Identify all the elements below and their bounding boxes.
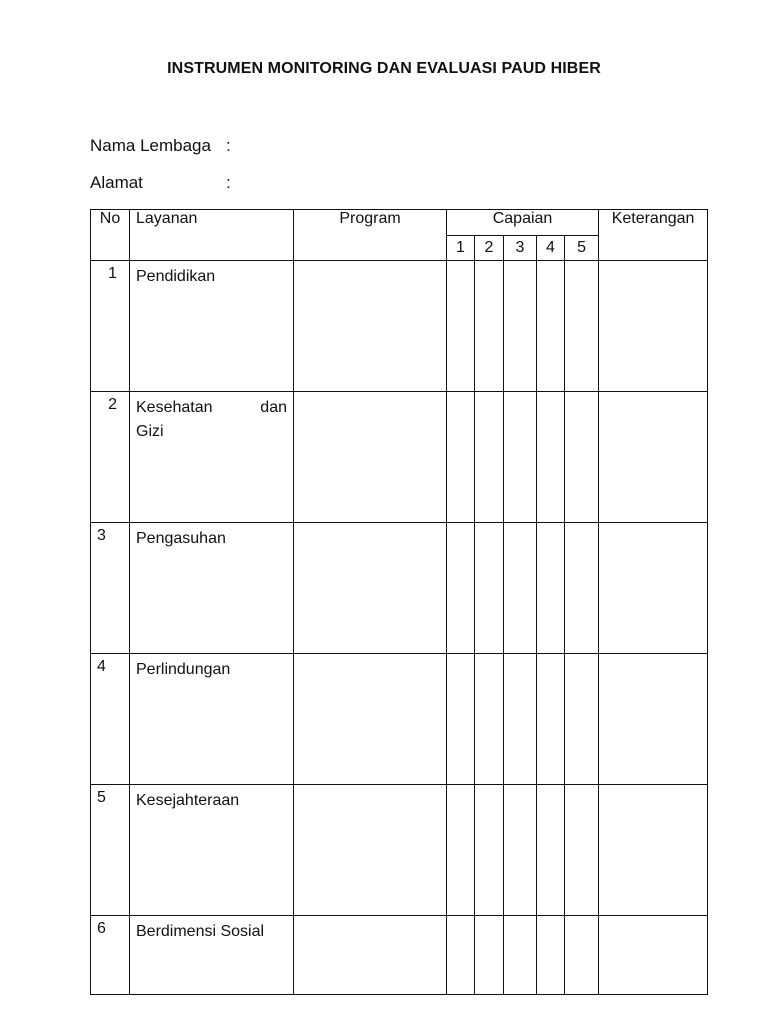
table-row	[91, 785, 708, 916]
capaian-cell-4[interactable]	[537, 392, 565, 523]
capaian-cell-1[interactable]	[447, 523, 475, 654]
capaian-level-5: 5	[565, 236, 599, 261]
row-layanan: Pendidikan	[130, 261, 294, 392]
capaian-cell-2[interactable]	[475, 392, 504, 523]
table-row	[91, 261, 708, 392]
table-row	[91, 392, 708, 523]
program-cell[interactable]	[294, 523, 447, 654]
capaian-level-2: 2	[475, 236, 504, 261]
header-capaian: Capaian	[447, 210, 599, 236]
capaian-cell-5[interactable]	[565, 261, 599, 392]
table-row	[91, 654, 708, 785]
row-layanan-word: Kesehatan	[136, 399, 213, 416]
capaian-level-1: 1	[447, 236, 475, 261]
capaian-level-4: 4	[537, 236, 565, 261]
program-cell[interactable]	[294, 785, 447, 916]
capaian-cell-2[interactable]	[475, 654, 504, 785]
capaian-cell-5[interactable]	[565, 785, 599, 916]
program-cell[interactable]	[294, 654, 447, 785]
keterangan-cell[interactable]	[599, 654, 708, 785]
field-label-alamat: Alamat	[90, 173, 143, 192]
row-layanan-word: dan	[260, 399, 287, 416]
field-label-nama-lembaga: Nama Lembaga	[90, 136, 211, 155]
program-cell[interactable]	[294, 916, 447, 995]
row-number: 4	[91, 654, 130, 785]
program-cell[interactable]	[294, 392, 447, 523]
keterangan-cell[interactable]	[599, 523, 708, 654]
capaian-cell-4[interactable]	[537, 654, 565, 785]
capaian-cell-2[interactable]	[475, 523, 504, 654]
capaian-cell-4[interactable]	[537, 523, 565, 654]
capaian-cell-1[interactable]	[447, 261, 475, 392]
field-colon: :	[226, 136, 231, 155]
capaian-cell-1[interactable]	[447, 785, 475, 916]
row-layanan: Kesejahteraan	[130, 785, 294, 916]
capaian-cell-5[interactable]	[565, 523, 599, 654]
row-layanan	[130, 392, 294, 523]
row-layanan: Pengasuhan	[130, 523, 294, 654]
header-program: Program	[294, 210, 447, 261]
row-number: 3	[91, 523, 130, 654]
header-no: No	[91, 210, 130, 261]
capaian-cell-3[interactable]	[504, 785, 537, 916]
capaian-level-3: 3	[504, 236, 537, 261]
capaian-cell-4[interactable]	[537, 916, 565, 995]
keterangan-cell[interactable]	[599, 785, 708, 916]
field-nama-lembaga	[90, 136, 231, 156]
capaian-cell-3[interactable]	[504, 523, 537, 654]
page-title: INSTRUMEN MONITORING DAN EVALUASI PAUD HIBER	[167, 60, 601, 77]
capaian-cell-2[interactable]	[475, 916, 504, 995]
row-layanan: Berdimensi Sosial	[130, 916, 294, 995]
capaian-cell-2[interactable]	[475, 785, 504, 916]
capaian-cell-3[interactable]	[504, 654, 537, 785]
row-number: 1	[91, 261, 130, 392]
capaian-cell-4[interactable]	[537, 785, 565, 916]
header-layanan: Layanan	[130, 210, 294, 261]
capaian-cell-2[interactable]	[475, 261, 504, 392]
field-colon: :	[226, 173, 231, 192]
capaian-cell-5[interactable]	[565, 392, 599, 523]
table-header-row	[91, 210, 708, 236]
capaian-cell-4[interactable]	[537, 261, 565, 392]
capaian-cell-3[interactable]	[504, 261, 537, 392]
capaian-cell-1[interactable]	[447, 392, 475, 523]
capaian-cell-5[interactable]	[565, 916, 599, 995]
capaian-cell-3[interactable]	[504, 392, 537, 523]
program-cell[interactable]	[294, 261, 447, 392]
table-row	[91, 916, 708, 995]
row-layanan: Perlindungan	[130, 654, 294, 785]
row-number: 5	[91, 785, 130, 916]
keterangan-cell[interactable]	[599, 916, 708, 995]
row-number: 6	[91, 916, 130, 995]
row-number: 2	[91, 392, 130, 523]
field-alamat	[90, 173, 231, 193]
table-row	[91, 523, 708, 654]
capaian-cell-1[interactable]	[447, 916, 475, 995]
monitoring-table	[90, 209, 708, 995]
capaian-cell-3[interactable]	[504, 916, 537, 995]
header-keterangan: Keterangan	[599, 210, 708, 261]
capaian-cell-1[interactable]	[447, 654, 475, 785]
row-layanan-line-2: Gizi	[136, 423, 164, 440]
keterangan-cell[interactable]	[599, 261, 708, 392]
keterangan-cell[interactable]	[599, 392, 708, 523]
row-layanan-line-1	[136, 396, 287, 420]
capaian-cell-5[interactable]	[565, 654, 599, 785]
